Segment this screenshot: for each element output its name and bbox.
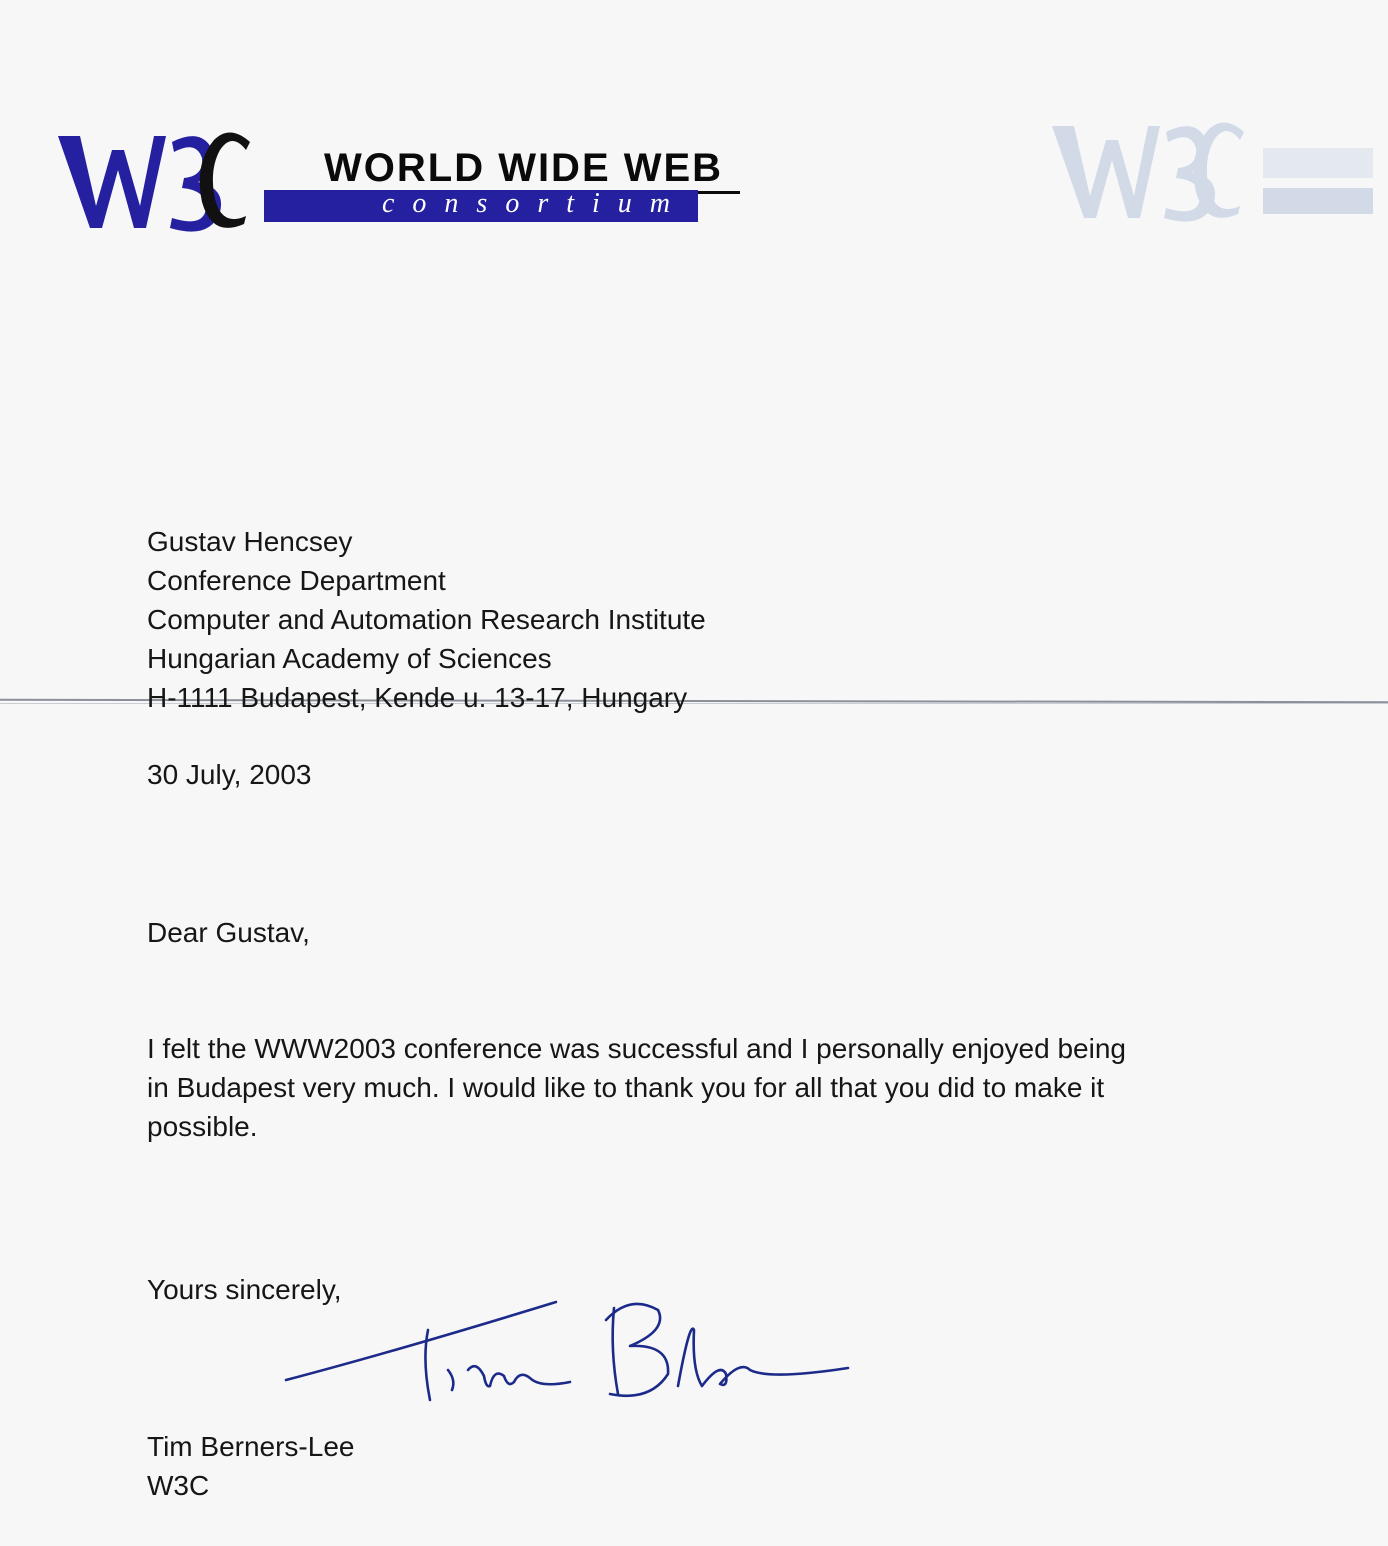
body-line: I felt the WWW2003 conference was successful and I personally enjoyed being [147, 1033, 1126, 1064]
logo-title-text: WORLD WIDE WEB [324, 146, 724, 190]
sender-organization: W3C [147, 1470, 210, 1501]
logo-subtitle-text: consortium [382, 188, 688, 219]
address-line: Hungarian Academy of Sciences [147, 643, 552, 674]
sender-name: Tim Berners-Lee [147, 1431, 355, 1462]
body-line: possible. [147, 1111, 258, 1142]
w3c-logo-mark-icon [54, 128, 254, 238]
letter-date: 30 July, 2003 [147, 759, 312, 790]
body-line: in Budapest very much. I would like to thank you for all that you did to make it [147, 1072, 1105, 1103]
salutation: Dear Gustav, [147, 917, 310, 948]
recipient-address [147, 522, 706, 717]
address-line: Conference Department [147, 565, 446, 596]
address-line: Gustav Hencsey [147, 526, 353, 557]
handwritten-signature-icon [280, 1290, 860, 1420]
address-line: H-1111 Budapest, Kende u. 13-17, Hungary [147, 682, 688, 713]
closing: Yours sincerely, [147, 1274, 342, 1305]
letter-body [147, 1029, 1126, 1146]
address-line: Computer and Automation Research Institute [147, 604, 706, 635]
logo-showthrough-icon [1048, 118, 1378, 228]
